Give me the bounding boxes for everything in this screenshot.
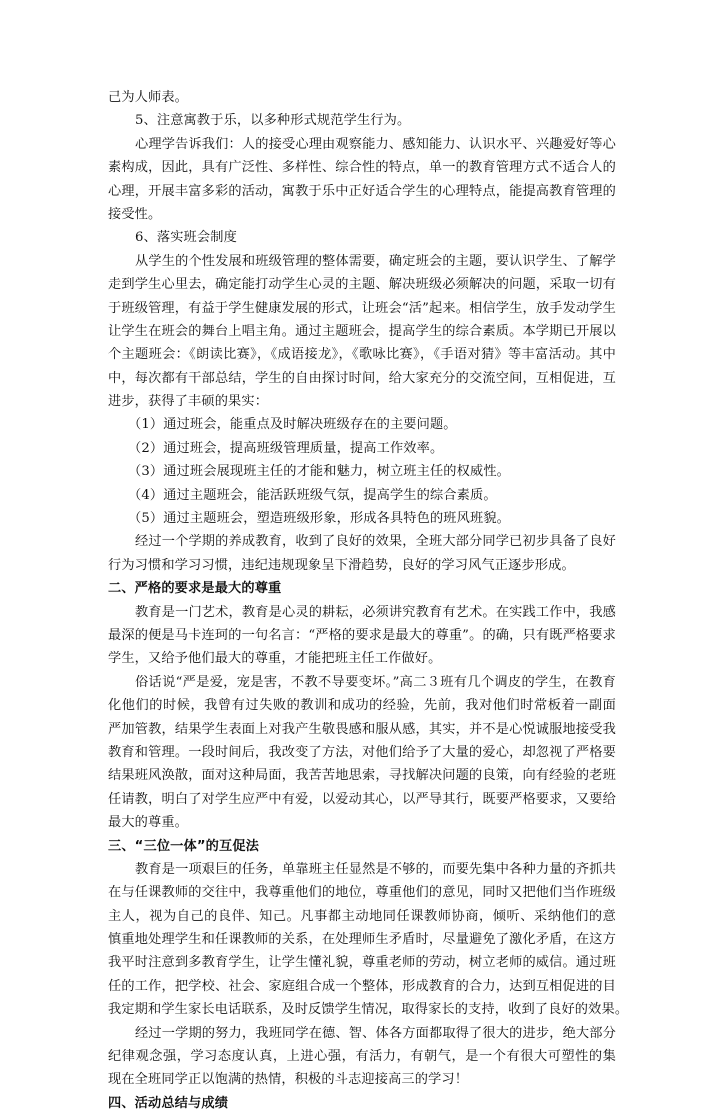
paragraph-line: 结果班风涣散，面对这种局面，我苦苦地思索，寻找解决问题的良策，向有经验的老班 — [108, 768, 616, 784]
paragraph-line: 任的工作，把学校、社会、家庭组合成一个整体，形成教育的合力，达到互相促进的目 — [108, 978, 616, 994]
paragraph-line: 俗话说“严是爱，宠是害，不教不导要变坏。”高二３班有几个调皮的学生，在教育 — [135, 674, 616, 690]
paragraph-line: 在与任课教师的交往中，我尊重他们的地位，尊重他们的意见，同时又把他们当作班级 — [108, 885, 616, 901]
paragraph-line: 严加管教，结果学生表面上对我产生敬畏感和服从感，其实，并不是心悦诚服地接受我 — [108, 721, 616, 737]
paragraph-line: 最深的便是马卡连珂的一句名言：“严格的要求是最大的尊重”。的确，只有既严格要求 — [108, 627, 616, 643]
paragraph-line: 中，每次都有干部总结，学生的自由探讨时间，给大家充分的交流空间，互相促进，互 — [108, 370, 616, 386]
paragraph-line: 教育是一项艰巨的任务，单靠班主任显然是不够的，而要先集中各种力量的齐抓共 — [135, 861, 616, 877]
paragraph-line: 己为人师表。 — [108, 90, 189, 105]
paragraph-line: 经过一学期的努力，我班同学在德、智、体各方面都取得了很大的进步，绝大部分 — [135, 1025, 616, 1041]
paragraph-line: 我平时注意到多教育学生，让学生懂礼貌，尊重老师的劳动，树立老师的威信。通过班 — [108, 955, 616, 971]
paragraph-line: 教育是一门艺术，教育是心灵的耕耘，必须讲究教育有艺术。在实践工作中，我感 — [135, 604, 616, 620]
paragraph-line: 最大的尊重。 — [108, 815, 189, 831]
paragraph-line: 于班级管理，有益于学生健康发展的形式，让班会“活”起来。相信学生，放手发动学生 — [108, 300, 616, 316]
paragraph-line: 经过一个学期的养成教育，收到了良好的效果，全班大部分同学已初步具备了良好 — [135, 534, 616, 550]
list-item: （1）通过班会，能重点及时解决班级存在的主要问题。 — [128, 417, 457, 433]
section-heading: 四、活动总结与成绩 — [108, 1095, 229, 1111]
paragraph-line: 让学生在班会的舞台上唱主角。通过主题班会，提高学生的综合素质。本学期已开展以 — [108, 323, 616, 339]
paragraph-line: 走到学生心里去，确定能打动学生心灵的主题、解决班级必须解决的问题，采取一切有 — [108, 277, 616, 293]
paragraph-line: 纪律观念强，学习态度认真，上进心强，有活力，有朝气，是一个有很大可塑性的集 — [108, 1049, 616, 1065]
paragraph-line: 行为习惯和学习习惯，违纪违规现象呈下滑趋势，良好的学习风气正逐步形成。 — [108, 557, 575, 573]
list-item: （2）通过班会，提高班级管理质量，提高工作效率。 — [128, 440, 444, 456]
paragraph-line: 心理学告诉我们：人的接受心理由观察能力、感知能力、认识水平、兴趣爱好等心 — [135, 136, 616, 152]
list-item: （3）通过班会展现班主任的才能和魅力，树立班主任的权威性。 — [128, 464, 510, 480]
paragraph-line: 个主题班会：《朗读比赛》，《成语接龙》，《歌咏比赛》，《手语对猜》等丰富活动。其中 — [108, 347, 616, 363]
paragraph-line: 任请教，明白了对学生应严中有爱，以爱动其心，以严导其行，既要严格要求，又要给 — [108, 791, 616, 807]
paragraph-line: 学生，又给予他们最大的尊重，才能把班主任工作做好。 — [108, 651, 442, 667]
item-5-title: 5、注意寓教于乐，以多种形式规范学生行为。 — [135, 113, 411, 129]
section-heading: 二、严格的要求是最大的尊重 — [108, 581, 282, 597]
list-item: （4）通过主题班会，能活跃班级气氛，提高学生的综合素质。 — [128, 487, 497, 503]
paragraph-line: 接受性。 — [108, 206, 162, 222]
paragraph-line: 现在全班同学正以饱满的热情，积极的斗志迎接高三的学习！ — [108, 1072, 469, 1088]
paragraph-line: 从学生的个性发展和班级管理的整体需要，确定班会的主题，要认识学生、了解学 — [135, 253, 616, 269]
paragraph-line: 慎重地处理学生和任课教师的关系，在处理师生矛盾时，尽量避免了激化矛盾，在这方 — [108, 932, 616, 948]
section-heading: 三、“三位一体”的互促法 — [108, 838, 260, 854]
paragraph-line: 我定期和学生家长电话联系，及时反馈学生情况，取得家长的支持，收到了良好的效果。 — [108, 1002, 629, 1018]
list-item: （5）通过主题班会，塑造班级形象，形成各具特色的班风班貌。 — [128, 511, 510, 527]
paragraph-line: 心理，开展丰富多彩的活动，寓教于乐中正好适合学生的心理特点，能提高教育管理的 — [108, 183, 616, 199]
item-6-title: 6、落实班会制度 — [135, 230, 237, 246]
paragraph-line: 主人，视为自己的良伴、知己。凡事都主动地同任课教师协商，倾听、采纳他们的意 — [108, 908, 616, 924]
paragraph-line: 教育和管理。一段时间后，我改变了方法，对他们给予了大量的爱心，却忽视了严格要 — [108, 744, 616, 760]
paragraph-line: 化他们的时候，我曾有过失败的教训和成功的经验，先前，我对他们时常板着一副面 — [108, 698, 616, 714]
paragraph-line: 进步，获得了丰硕的果实： — [108, 394, 269, 410]
paragraph-line: 素构成，因此，具有广泛性、多样性、综合性的特点，单一的教育管理方式不适合人的 — [108, 160, 616, 176]
